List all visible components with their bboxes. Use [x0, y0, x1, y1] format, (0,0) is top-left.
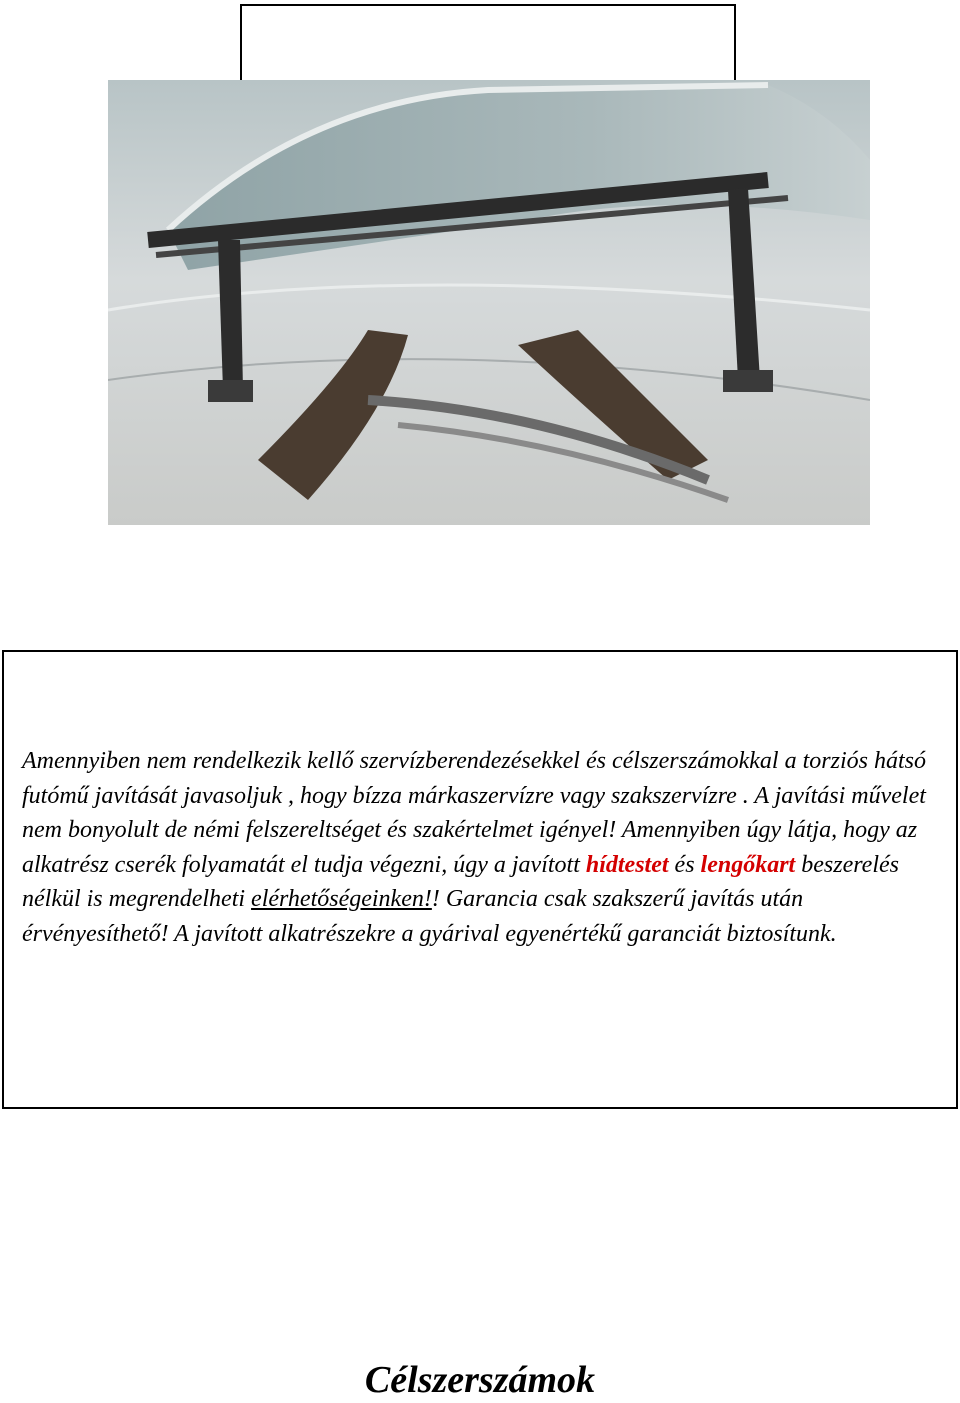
- description-box: [2, 650, 958, 1109]
- page-caption: Célszerszámok: [364, 1359, 596, 1401]
- highlight-lengokar: lengőkart: [700, 851, 796, 878]
- paragraph-text-2: és: [668, 851, 701, 878]
- paragraph-text-1: Amennyiben nem rendelkezik kellő szervízberendezésekkel és célszerszámokkal a torziós hátsó futómű javítását javasoljuk , hogy bízza márkaszervízre vagy szakszervízre . A javítási művelet nem bonyolult de némi felszereltséget és szakértelmet igényel! Amennyiben úgy látja, hogy az alkatrész cserék folyamatát el tudja végezni, úgy a javított: [22, 748, 926, 878]
- paragraph-text-3: beszerelés nélkül is megrendelheti: [22, 851, 899, 912]
- contact-link[interactable]: elérhetőségeinken!: [251, 886, 432, 912]
- description-paragraph: [22, 744, 940, 951]
- repair-tool-illustration: [108, 80, 870, 525]
- highlight-hidtest: hídtestet: [585, 851, 669, 878]
- paragraph-text-4: ! Garancia csak szakszerű javítás után érvényesíthető! A javított alkatrészekre a gyárival egyenértékű garanciát biztosítunk.: [22, 886, 837, 947]
- product-photo: [108, 80, 870, 525]
